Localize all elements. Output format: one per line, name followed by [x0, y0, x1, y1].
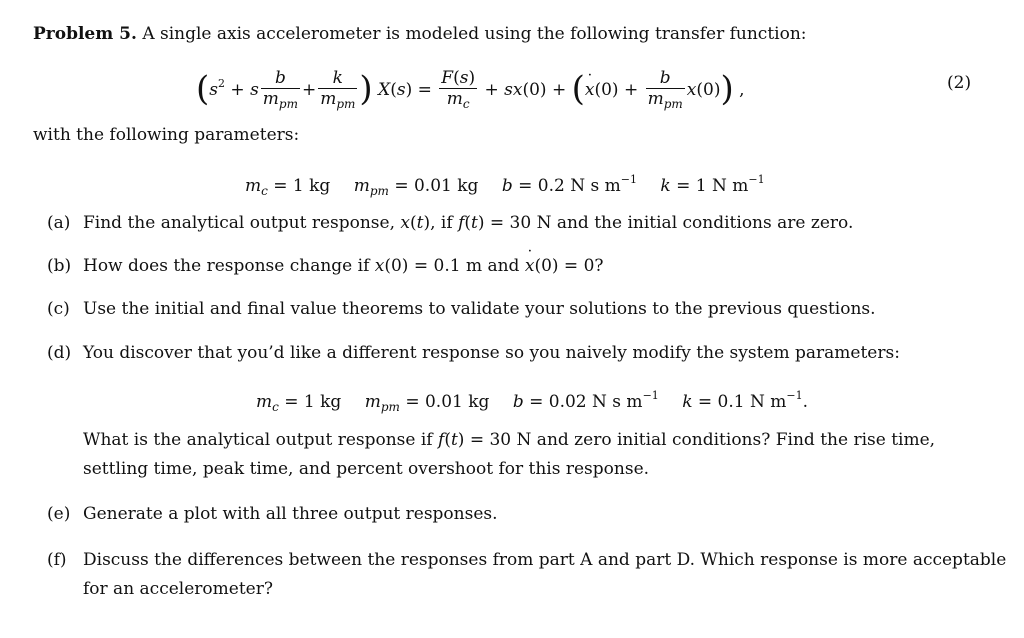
part-f: (f) Discuss the differences between the responses from part A and part D. Which response is more acceptable for an accelerometer? — [47, 550, 1007, 599]
transfer-function-equation: ($s^2 + s$ $\frac{b}{m_{pm}}$ + $\frac{k}{m_{pm}}$ ) X(s) = $\frac{F(s)}{m_c}$ + sx(0) + (x ˙(0) + $\frac{b}{m_{pm}}$ x(0)) , — [196, 62, 745, 114]
part-c: (c) Use the initial and final value theorems to validate your solutions to the previous questions. — [47, 299, 876, 319]
problem-heading: Problem 5. — [33, 24, 137, 44]
problem-intro: A single axis accelerometer is modeled using the following transfer function: — [142, 24, 807, 44]
with-params-text: with the following parameters: — [33, 125, 300, 145]
params-set-2: $m_c = 1$ kg $m_{pm} = 0.01$ kg b = 0.02 N s $m^{-1}$ k = 0.1 N $m^{-1}$. — [256, 389, 809, 414]
part-d-question: What is the analytical output response if f(t) = 30 N and zero initial conditions? Find the rise time, settling time, peak time, and percent overshoot for this response. — [83, 430, 936, 479]
problem-intro-line — [33, 23, 807, 45]
params-set-1: $m_c = 1$ kg $m_{pm} = 0.01$ kg b = 0.2 N s $m^{-1}$ k = 1 N $m^{-1}$ — [245, 173, 765, 198]
equation-number: (2) — [947, 73, 972, 93]
part-b: (b) How does the response change if x(0) = 0.1 m and x ˙(0) = 0? — [47, 255, 604, 277]
part-d: (d) You discover that you’d like a different response so you naively modify the system parameters: — [47, 343, 900, 363]
part-e: (e) Generate a plot with all three output responses. — [47, 504, 498, 524]
part-a: (a) Find the analytical output response, x(t), if f(t) = 30 N and the initial conditions are zero. — [47, 213, 854, 233]
